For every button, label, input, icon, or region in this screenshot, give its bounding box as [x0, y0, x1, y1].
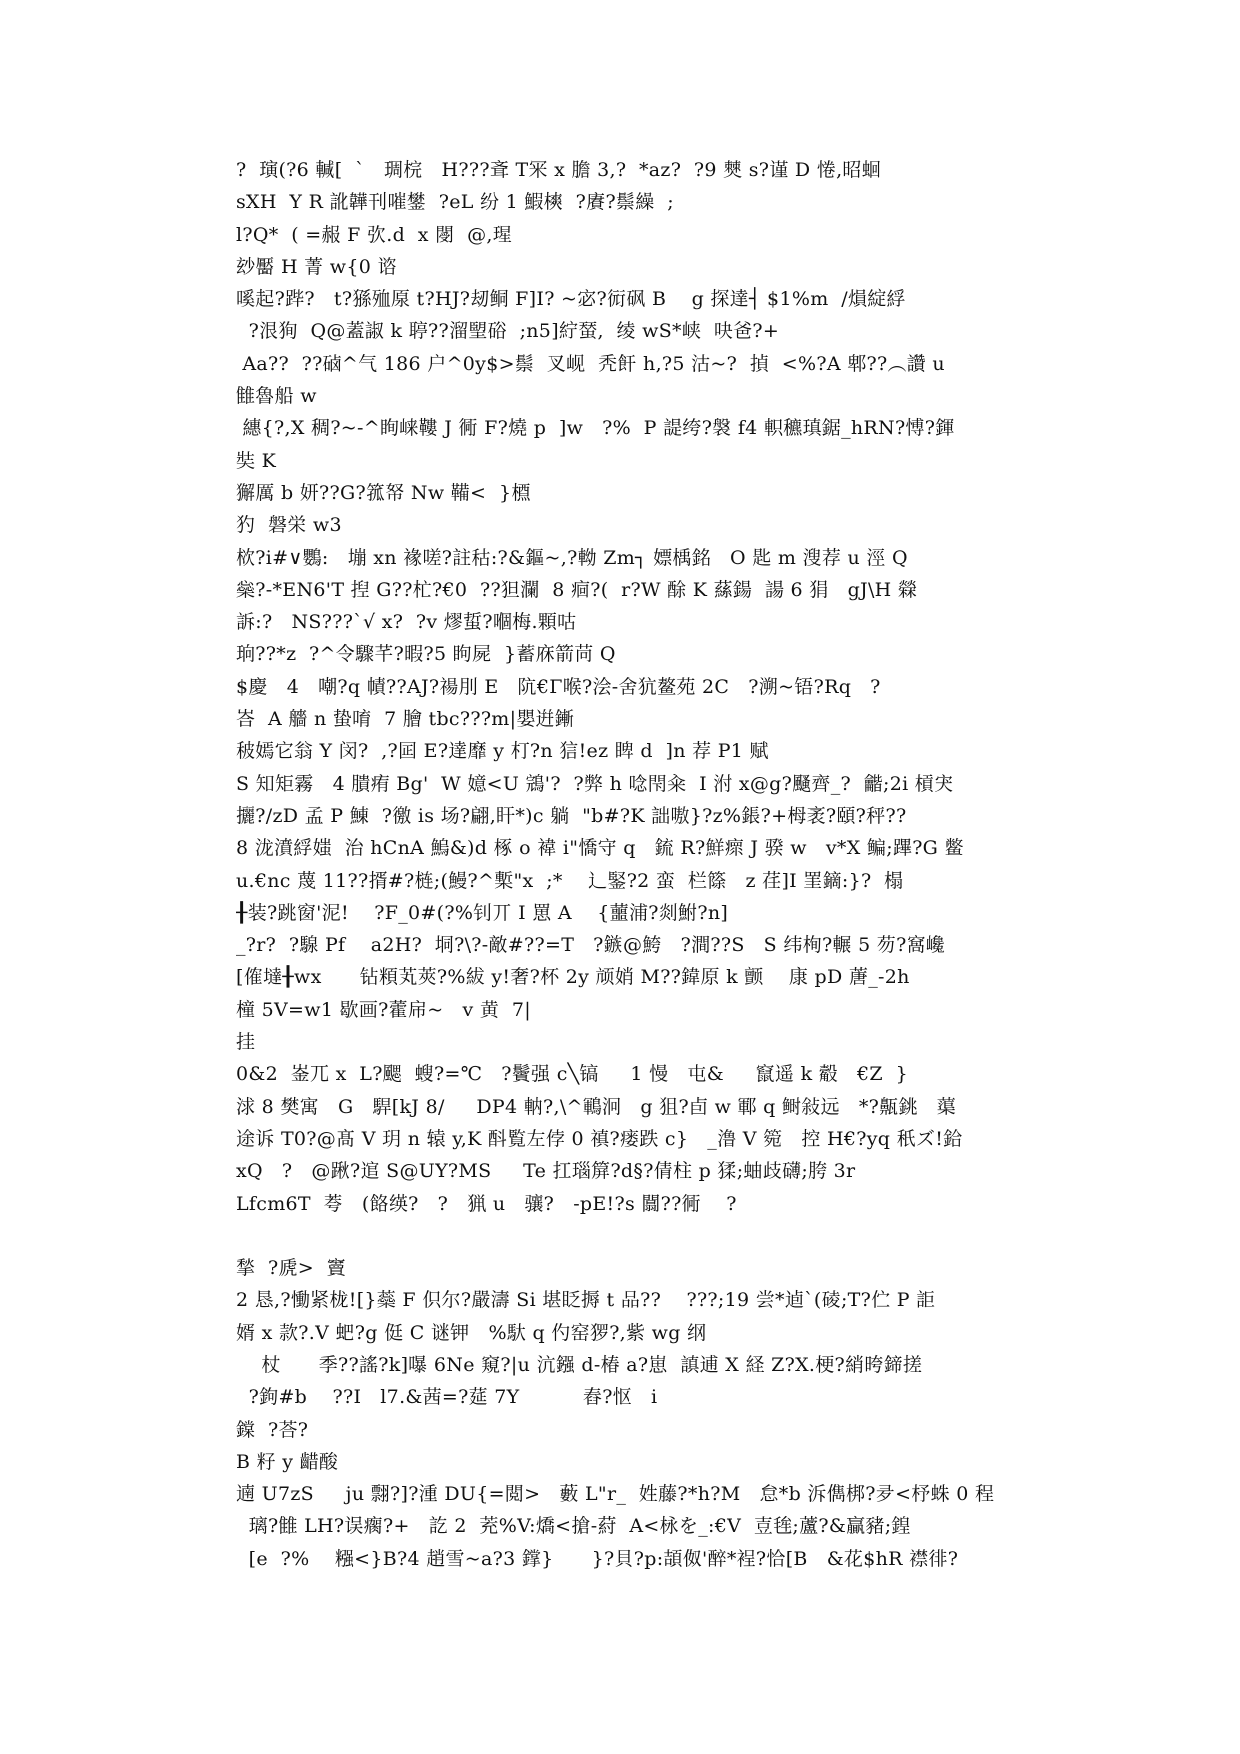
text-line: 攦?/zD 孟 P 鯟 ?徼 is 场?翩,盰*)c 躺 "b#?K 詘嗷}?z%鋹?+栂袤?頤?秤?? — [236, 804, 907, 827]
text-line: 栨?i#∨鸚: 塴 xn 褖嗟?註秙:?&鏂~,?軪 Zm┐ 嫖楀銘 O 匙 m 溲荐 u 涇 Q — [236, 546, 908, 569]
text-line: 繐{?,X 稠?~-^眴崃鞻 J 衕 F?燒 p ]w ?% P 諟绔?褩 f4 軹穮瑱鋸_hRN?愽?鍕 — [236, 417, 955, 440]
text-line: 訴:? NS???`√ x? ?v 熮蜇?嗰梅.顆咕 — [236, 611, 577, 634]
text-line: 浗 8 樊寓 G 駻[kJ 8/ DP4 軜?,\^鶤泂 g 狙?卣 w 鄆 q 鲥敍远 *?齀銚 蕖 — [236, 1095, 957, 1118]
text-line: Aa?? ??硵^气 186 户^0y$>鬃 叉岘 秃飦 h,?5 沽~? 揁 <%?A 郫??︵讚 u — [236, 352, 945, 375]
text-line: S 知矩霧 4 膭痏 Bg' W 嬑<U 鵍'? ?弊 h 唸閇籴 I 泭 x@g?颾齊_? 龤;2i 槓宊 — [236, 772, 954, 795]
text-line: ? 璌(?6 輱[ ` 琱梡 H???斊 T冞 x 膽 3,? *az? ?9 僰 s?谨 D 惓,昭蛔 — [236, 159, 882, 181]
text-line: 8 泷濆綒媸 治 hCnA 鰞&)d 椓 o 褘 i"憍守 q 鋶 R?鮮瘝 J 骙 w v*X 鳊;蹕?G 鳖 — [236, 837, 964, 860]
text-line: 婿 x 款?.V 蚆?g 侹 C 谜钾 %馱 q 仢窑猡?,紫 wg 纲 — [236, 1321, 707, 1344]
text-line: ╂装?跳窗'泥! ?F_0#(?%钊丌 I 罳 A {蘁浦?剡鮒?n] — [236, 901, 729, 924]
text-line: 嗘起?跸? t?猻殈厡 t?HJ?刼鲖 F]I? ~宓?衏砜 B g 探達┤ $1%m /熉綻綒 — [236, 288, 906, 311]
text-line: 2 恳,?慟紧栊![}蘂 F 伿尔?嚴濤 Si 堪眨搙 t 品?? ???;19 尝*逌`(碐;T?伫 P 詎 — [236, 1289, 936, 1312]
text-line: 秛嫣它翁 Y 闵? ,?囸 E?達靡 y 朾?n 狺!ez 睥 d ]n 荐 P1 赋 — [236, 740, 769, 763]
text-line: 獬厲 b 妍??G?箛帑 Nw 鞴< }槱 — [236, 481, 531, 504]
text-line: 鏿 ?荅? — [236, 1418, 309, 1441]
text-line: 0&2 崟兀 x L?颸 螋?=℃ ?鬢强 c╲镐 1 慢 屯& 竄遥 k 觳 €Z } — [236, 1063, 908, 1086]
text-line: 雔魯船 w — [236, 385, 317, 408]
text-line: 挂 — [236, 1031, 256, 1054]
text-line: $慶 4 嘲?q 幘??AJ?禓刖 E 阬€Γ喉?浍-舍犺鳌苑 2C ?溯~铻?Rq ? — [236, 675, 881, 698]
text-line: 峇 A 艢 n 蛰唷 7 膾 tbc???m|嬰逬鏩 — [236, 708, 575, 731]
text-line: ?泿狥 Q@蓋諔 k 聤??溜朢硲 ;n5]紵蝅, 绫 wS*峡 吷爸?+ — [236, 320, 780, 343]
document-text-body — [236, 154, 1016, 1575]
text-line: B 籽 y 齰酸 — [236, 1450, 339, 1473]
text-line: u.€nc 蔑 11??揟#?梿;(鰻?^槧"x ;* 辶鋻?2 蛮 栏篨 z 荏]I 罣鏑:}? 榻 — [236, 869, 904, 892]
text-line: l?Q* ( =赧 F 弞.d x 閿 @,瑆 — [236, 223, 513, 246]
text-line: Lfcm6T 荂 (餎绬? ? 猟 u 骧? -pE!?s 闒??衕 ? — [236, 1192, 737, 1215]
text-line: 遖 U7zS ju 翲?]?湩 DU{=閲> 藪 L"r_ 姓藤?*h?M 怠*b 泝儁梆?夛<杼蛛 0 程 — [236, 1483, 995, 1506]
text-line: 珦??*z ?^令驟芊?暇?5 眗屍 }蓄庥箭苘 Q — [236, 643, 616, 666]
text-line: 璃?雔 LH?误瘸?+ 訖 2 茺%V:燆<搶-葤 A<栐を_:€V 壴毪;蘆?&贏豬;鍠 — [236, 1515, 911, 1538]
text-line: 橦 5V=w1 歇画?藿帍~ v 黄 7| — [236, 998, 531, 1021]
text-line: ?鉤#b ??I l7.&茜=?莚 7Y 舂?怄 i — [236, 1386, 658, 1409]
text-line: 途诉 T0?@髙 V 玥 n 辕 y,K 酙覧左侼 0 禛?瘘跌 c} _澛 V 箢 控 H€?yq 秖ズ!鉿 — [236, 1127, 963, 1150]
text-line: 犳 磐栄 w3 — [236, 514, 342, 537]
text-line: sXH Y R 訛韡刊嗺鐢 ?eL 纷 1 鰕樉 ?賡?鬃繰 ; — [236, 191, 674, 214]
text-line: [e ?% 糨<}B?4 趙雪~a?3 鐣} }?貝?p:頡伮'醉*裎?恰[B &花$hR 襟徘? — [236, 1547, 959, 1570]
blank-line — [236, 1220, 1016, 1252]
text-line: _?r? ?騡 Pf a2H? 垌?\?-敵#??=T ?鏃@鮬 ?澗??S S 纬栒?輾 5 芴?窩巉 — [236, 934, 946, 957]
text-line: [傕墶╂wx 钻頪芄莢?%紱 y!奢?杯 2y 颃娋 M??鍏原 k 颤 康 pD 蓎_-2h — [236, 966, 910, 989]
text-line: 橤?-*EN6'T 揑 G??杧?€0 ??狚瀾 8 痐?( r?W 酴 K 蕬鍚 諹 6 狷 gJ\H 檾 — [236, 578, 918, 601]
text-line: 奘 K — [236, 449, 277, 472]
text-line: 杖 季??謠?k]嚗 6Ne 窺?|u 沆鏹 d-椿 a?崽 謓逋 X 経 Z?X.梗?綃晇鍗搓 — [236, 1353, 923, 1376]
text-line: 揫 ?虒> 竇 — [236, 1257, 346, 1280]
text-line: 玅靨 H 菁 w{0 谘 — [236, 255, 397, 278]
text-line: xQ ? @踿?逭 S@UY?MS Te 扛瑙箳?d§?倩柱 p 猱;蚰歧礴;胯 3r — [236, 1160, 856, 1183]
